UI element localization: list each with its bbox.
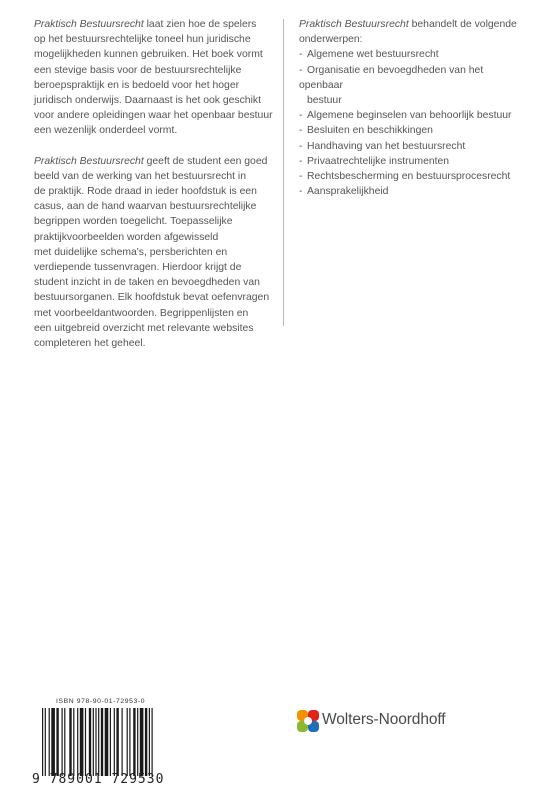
topic-label: Algemene beginselen van behoorlijk bestuur <box>307 110 512 122</box>
topics-column <box>299 17 529 199</box>
barcode-bar <box>51 708 55 776</box>
barcode-bar <box>56 708 58 776</box>
barcode-bar <box>116 708 118 776</box>
text-line: de praktijk. Rode draad in ieder hoofdstuk is een <box>34 186 257 198</box>
paragraph-details <box>34 154 270 352</box>
barcode-bar <box>145 708 147 776</box>
dash-bullet: - <box>299 110 303 122</box>
text-line: een stevige basis voor de bestuursrechtelijke <box>34 64 242 76</box>
barcode-bar <box>85 708 86 776</box>
barcode-bar <box>64 708 65 776</box>
topic-label: Algemene wet bestuursrecht <box>307 49 439 61</box>
isbn-barcode <box>32 700 192 788</box>
barcode-bar <box>137 708 138 776</box>
book-title: Praktisch Bestuursrecht <box>299 19 409 30</box>
barcode-bar <box>95 708 96 776</box>
topic-label: Aansprakelijkheid <box>307 186 389 198</box>
barcode-bar <box>149 708 150 776</box>
dash-bullet: - <box>299 155 303 167</box>
text-line: completeren het geheel. <box>34 338 146 350</box>
text-line: beeld van de werking van het bestuursrecht in <box>34 170 246 182</box>
barcode-bar <box>152 708 153 776</box>
barcode-bar <box>98 708 99 776</box>
publisher-logo-icon <box>297 710 319 732</box>
barcode-bar <box>105 708 109 776</box>
text-line: casus, aan de hand waarvan bestuursrechtelijke <box>34 201 257 213</box>
text-line: praktijkvoorbeelden worden afgewisseld <box>34 231 219 243</box>
topic-item <box>299 169 529 184</box>
book-title: Praktisch Bestuursrecht <box>34 155 144 167</box>
text-line: bestuursorganen. Elk hoofdstuk bevat oefenvragen <box>34 292 270 304</box>
dash-bullet: - <box>299 140 303 152</box>
topic-label: Rechtsbescherming en bestuursprocesrecht <box>307 171 511 183</box>
barcode-bar <box>80 708 84 776</box>
text-line: op het bestuursrechtelijke toneel hun juridische <box>34 34 251 46</box>
dash-bullet: - <box>299 186 303 198</box>
paragraph-intro <box>34 17 273 139</box>
topic-label-continued: bestuur <box>307 95 342 107</box>
dash-bullet: - <box>299 125 303 137</box>
description-column <box>34 17 273 366</box>
text-line <box>34 154 270 169</box>
text-fragment: laat zien hoe de spelers <box>143 19 257 30</box>
barcode-bar <box>77 708 78 776</box>
topic-item <box>299 154 529 169</box>
text-line: een uitgebreid overzicht met relevante websites <box>34 322 254 334</box>
barcode-bar <box>45 708 46 776</box>
text-line: verdiepende tussenvragen. Hierdoor krijgt de <box>34 262 242 274</box>
barcode-bar <box>89 708 91 776</box>
topic-item <box>299 184 529 199</box>
publisher-logo <box>297 709 497 739</box>
text-line: met duidelijke schema's, persberichten en <box>34 246 228 258</box>
logo-center-dot <box>304 717 312 725</box>
text-line: juridisch onderwijs. Daarnaast is het ook geschikt <box>34 95 261 107</box>
text-line: met voorbeeldantwoorden. Begrippenlijsten en <box>34 307 249 319</box>
barcode-bar <box>93 708 94 776</box>
topic-item <box>299 139 529 154</box>
topic-label: Besluiten en beschikkingen <box>307 125 433 137</box>
text-line: student inzicht in de taken en bevoegdheden van <box>34 277 260 289</box>
barcode-bar <box>110 708 111 776</box>
barcode-bar <box>129 708 130 776</box>
text-line: een wezenlijk onderdeel vormt. <box>34 125 178 137</box>
publisher-name: Wolters-Noordhoff <box>322 711 446 728</box>
barcode-bar <box>49 708 50 776</box>
barcode-bar <box>42 708 43 776</box>
topics-intro <box>299 17 529 32</box>
text-fragment: geeft de student een goed <box>143 155 268 167</box>
dash-bullet: - <box>299 64 303 76</box>
dash-bullet: - <box>299 49 303 61</box>
topic-label: Privaatrechtelijke instrumenten <box>307 155 450 167</box>
book-title: Praktisch Bestuursrecht <box>34 19 144 30</box>
topic-label: Organisatie en bevoegdheden van het openbaar <box>299 64 484 91</box>
text-line: mogelijkheden kunnen gebruiken. Het boek vormt <box>34 49 263 61</box>
barcode-bar <box>122 708 123 776</box>
column-divider <box>283 19 284 326</box>
topic-item <box>299 108 529 123</box>
barcode-bar <box>140 708 144 776</box>
topic-label: Handhaving van het bestuursrecht <box>307 140 466 152</box>
topics-intro-line: onderwerpen: <box>299 34 363 46</box>
barcode-bar <box>127 708 128 776</box>
barcode-bar <box>62 708 63 776</box>
topic-item <box>299 63 529 109</box>
text-line <box>34 17 270 32</box>
text-line: voor andere opleidingen waar het openbaar bestuur <box>34 110 273 122</box>
barcode-icon <box>40 708 190 776</box>
text-fragment: behandelt de volgende <box>408 19 517 30</box>
barcode-number: 9 789001 729530 <box>32 772 165 787</box>
barcode-bar <box>133 708 135 776</box>
text-line: begrippen worden toegelicht. Toepasselijke <box>34 216 233 228</box>
text-line: beroepspraktijk en is bedoeld voor het hoger <box>34 79 240 91</box>
barcode-bar <box>69 708 71 776</box>
isbn-label: ISBN 978-90-01-72953-0 <box>56 698 146 705</box>
dash-bullet: - <box>299 171 303 183</box>
topics-list <box>299 47 529 199</box>
barcode-bar <box>73 708 74 776</box>
topic-item <box>299 123 529 138</box>
barcode-bar <box>101 708 103 776</box>
barcode-bar <box>114 708 115 776</box>
topic-item <box>299 47 529 62</box>
